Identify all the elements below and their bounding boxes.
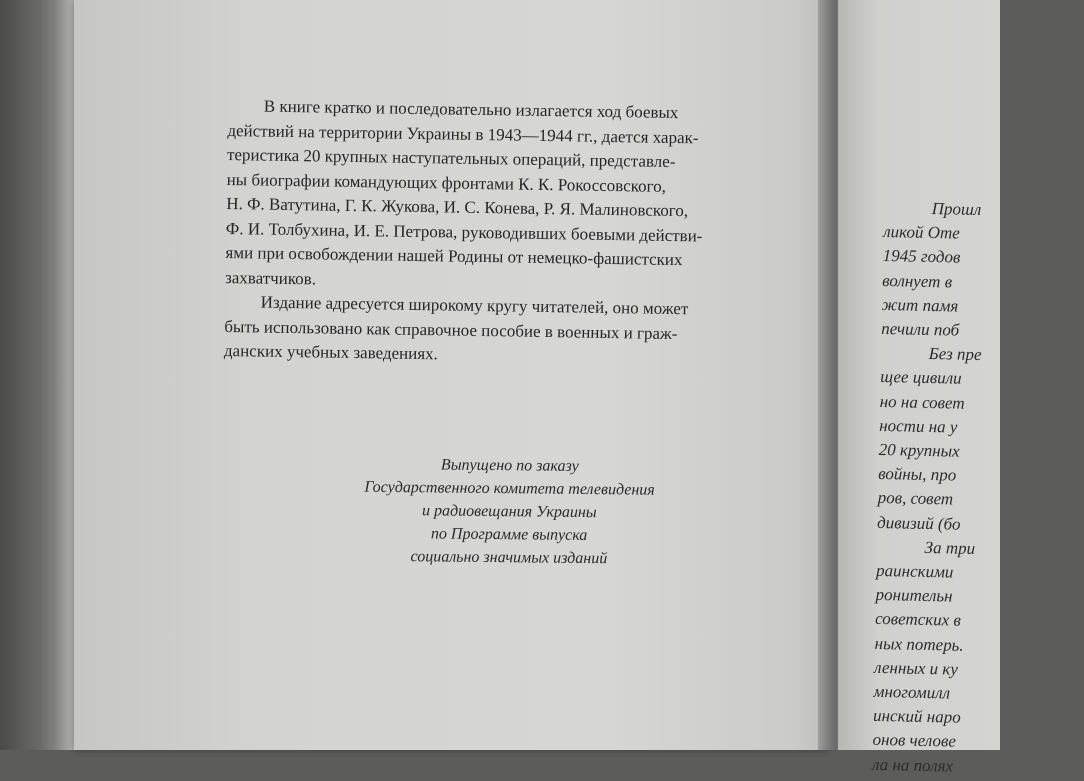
- annotation-line: теристика 20 крупных наступательных операций, представле-: [226, 144, 676, 172]
- right-page-line: ла на полях: [871, 754, 954, 776]
- imprint-line: по Программе выпуска: [430, 525, 588, 545]
- right-page-line: жит памя: [881, 294, 959, 316]
- right-page-line: 1945 годов: [882, 246, 961, 268]
- annotation-line: Ф. И. Толбухина, И. Е. Петрова, руководивших боевыми действи-: [225, 218, 703, 245]
- right-page: [838, 0, 1000, 776]
- right-page-line: ленных и ку: [873, 657, 959, 679]
- right-page-line: печили поб: [881, 318, 960, 340]
- right-page-line: ных потерь.: [874, 633, 964, 655]
- annotation-line: Издание адресуется широкому кругу читателей, оно может: [260, 292, 689, 319]
- right-page-line: но на совет: [879, 391, 965, 413]
- annotation-line: В книге кратко и последовательно излагается ход боевых: [263, 96, 679, 123]
- right-page-line: щее цивили: [880, 367, 962, 389]
- annotation-line: захватчиков.: [224, 267, 317, 288]
- right-page-line: многомилл: [873, 681, 951, 703]
- right-page-line: За три: [924, 537, 976, 558]
- right-page-text: [872, 196, 1084, 781]
- right-page-line: ности на у: [878, 415, 958, 437]
- right-page-line: волнует в: [882, 270, 953, 292]
- annotation-line: данских учебных заведениях.: [223, 340, 439, 364]
- right-page-line: Прошл: [931, 199, 982, 220]
- publication-imprint: [299, 452, 720, 571]
- right-page-line: инский наро: [872, 706, 961, 727]
- right-page-line: войны, про: [877, 464, 957, 485]
- imprint-line: социально значимых изданий: [410, 548, 608, 568]
- imprint-line: и радиовещания Украины: [421, 502, 597, 522]
- annotation-line: ями при освобождении нашей Родины от немецко-фашистских: [225, 242, 683, 270]
- imprint-line: Государственного комитета телевидения: [364, 478, 655, 499]
- right-page-line: ров, совет: [877, 488, 954, 509]
- right-page-line: Без пре: [928, 344, 982, 365]
- annotation-line: быть использовано как справочное пособие в военных и граж-: [224, 316, 678, 343]
- imprint-line: Выпущено по заказу: [440, 456, 579, 475]
- right-page-line: 20 крупных: [878, 439, 960, 461]
- right-page-line: ронительн: [875, 585, 953, 606]
- right-page-line: советских в: [874, 609, 962, 631]
- annotation-line: ны биографии командующих фронтами К. К. Рокоссовского,: [226, 169, 667, 196]
- right-page-line: онов челове: [872, 730, 957, 752]
- annotation-line: Н. Ф. Ватутина, Г. К. Жукова, И. С. Конева, Р. Я. Малиновского,: [226, 193, 689, 221]
- right-page-line: ликой Оте: [883, 222, 961, 243]
- annotation-line: действий на территории Украины в 1943—1944 гг., дается харак-: [227, 120, 699, 147]
- book-annotation: [224, 94, 788, 372]
- right-page-line: раинскими: [875, 560, 954, 582]
- right-page-line: дивизий (бо: [876, 512, 961, 534]
